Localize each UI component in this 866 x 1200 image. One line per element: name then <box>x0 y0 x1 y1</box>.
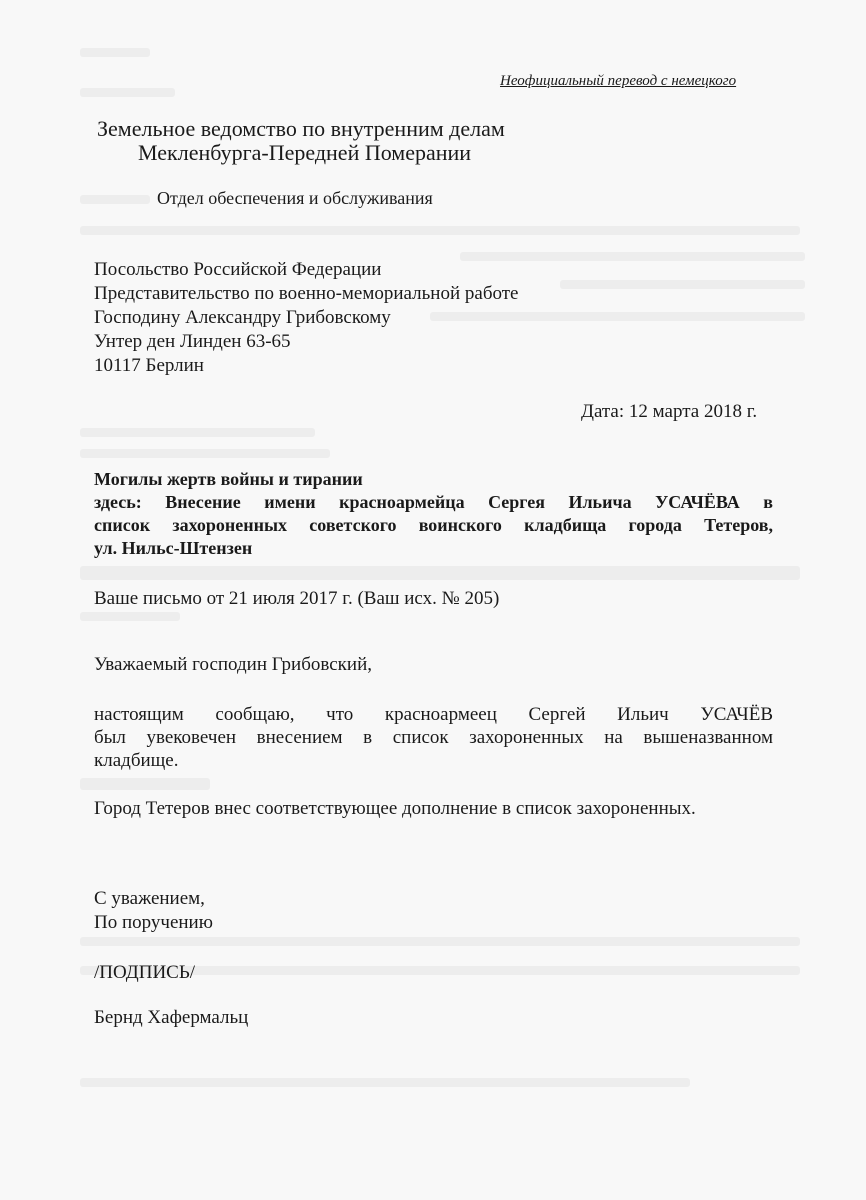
body-para-1-line-3: кладбище. <box>94 750 179 771</box>
show-through-mark <box>560 280 805 289</box>
recipient-line-3: Господину Александру Грибовскому <box>94 307 391 328</box>
closing-line-2: По поручению <box>94 912 213 933</box>
letter-date: Дата: 12 марта 2018 г. <box>581 401 758 422</box>
translation-note: Неофициальный перевод с немецкого <box>500 73 737 89</box>
closing-line-1: С уважением, <box>94 888 205 909</box>
sender-department: Отдел обеспечения и обслуживания <box>157 188 433 208</box>
show-through-mark <box>460 252 805 261</box>
show-through-mark <box>80 428 315 437</box>
body-para-1-line-1: настоящим сообщаю, что красноармеец Сергей Ильич УСАЧЁВ <box>94 704 773 725</box>
show-through-mark <box>80 1078 690 1087</box>
recipient-line-1: Посольство Российской Федерации <box>94 259 382 280</box>
show-through-mark <box>80 612 180 621</box>
body-para-1-line-2: был увековечен внесением в список захороненных на вышеназванном <box>94 727 773 748</box>
body-paragraph-2: Город Тетеров внес соответствующее дополнение в список захороненных. <box>94 798 696 819</box>
reference-line: Ваше письмо от 21 июля 2017 г. (Ваш исх. № 205) <box>94 588 500 609</box>
salutation: Уважаемый господин Грибовский, <box>94 654 372 675</box>
subject-line-1: Могилы жертв войны и тирании <box>94 469 363 489</box>
recipient-line-5: 10117 Берлин <box>94 355 204 376</box>
recipient-line-2: Представительство по военно-мемориальной работе <box>94 283 519 304</box>
show-through-mark <box>80 937 800 946</box>
sender-agency-line-1: Земельное ведомство по внутренним делам <box>97 116 505 141</box>
subject-line-2: здесь: Внесение имени красноармейца Сергея Ильича УСАЧЁВА в <box>94 492 773 512</box>
subject-block <box>94 468 773 560</box>
body-paragraph-1 <box>94 703 773 772</box>
subject-line-4: ул. Нильс-Штензен <box>94 538 253 558</box>
sender-agency-line-2: Мекленбурга-Передней Померании <box>138 140 472 165</box>
show-through-mark <box>80 778 210 790</box>
show-through-mark <box>80 226 800 235</box>
subject-line-3: список захороненных советского воинского кладбища города Тетеров, <box>94 515 773 535</box>
show-through-mark <box>430 312 805 321</box>
show-through-mark <box>80 195 150 204</box>
show-through-mark <box>80 566 800 580</box>
show-through-mark <box>80 48 150 57</box>
show-through-mark <box>80 88 175 97</box>
recipient-line-4: Унтер ден Линден 63-65 <box>94 331 291 352</box>
show-through-mark <box>80 449 330 458</box>
signature-placeholder: /ПОДПИСЬ/ <box>94 962 196 983</box>
signer-name: Бернд Хафермальц <box>94 1007 249 1028</box>
